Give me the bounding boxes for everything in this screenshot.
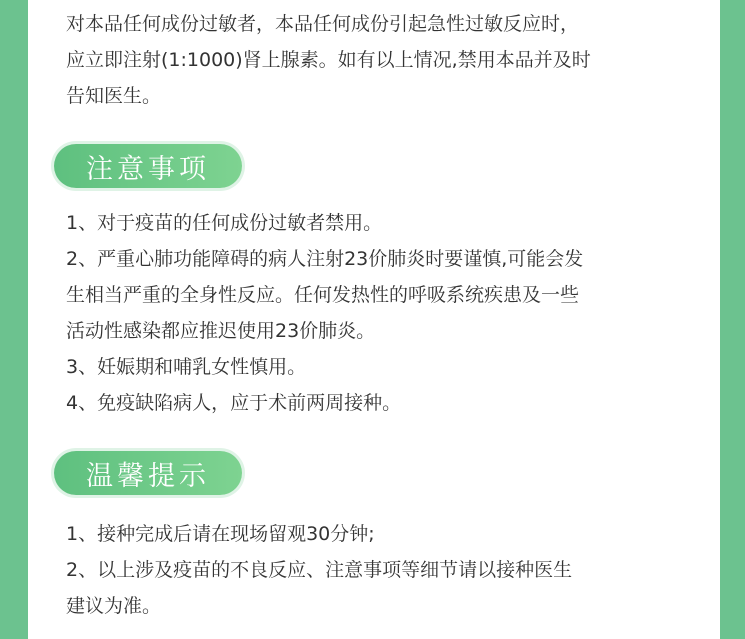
tip-line: 1、接种完成后请在现场留观30分钟; <box>66 523 375 545</box>
precaution-line: 生相当严重的全身性反应。任何发热性的呼吸系统疾患及一些 <box>66 284 580 306</box>
content-card <box>28 0 720 639</box>
tip-line: 2、以上涉及疫苗的不良反应、注意事项等细节请以接种医生 <box>66 559 573 581</box>
precaution-line: 3、妊娠期和哺乳女性慎用。 <box>66 356 307 378</box>
precautions-section-title: 注意事项 <box>54 144 242 188</box>
tips-section-title: 温馨提示 <box>54 451 242 495</box>
precautions-list <box>66 205 706 421</box>
precaution-line: 2、严重心肺功能障碍的病人注射23价肺炎时要谨慎,可能会发 <box>66 248 584 270</box>
precaution-line: 1、对于疫苗的任何成份过敏者禁用。 <box>66 212 383 234</box>
intro-line: 应立即注射(1:1000)肾上腺素。如有以上情况,禁用本品并及时 <box>66 49 591 71</box>
precaution-line: 活动性感染都应推迟使用23价肺炎。 <box>66 320 376 342</box>
intro-paragraph <box>66 6 706 114</box>
tips-list <box>66 516 706 624</box>
tip-line: 建议为准。 <box>66 595 162 617</box>
precaution-line: 4、免疫缺陷病人，应于术前两周接种。 <box>66 392 402 414</box>
intro-line: 告知医生。 <box>66 85 162 107</box>
intro-line: 对本品任何成份过敏者，本品任何成份引起急性过敏反应时， <box>66 13 580 35</box>
